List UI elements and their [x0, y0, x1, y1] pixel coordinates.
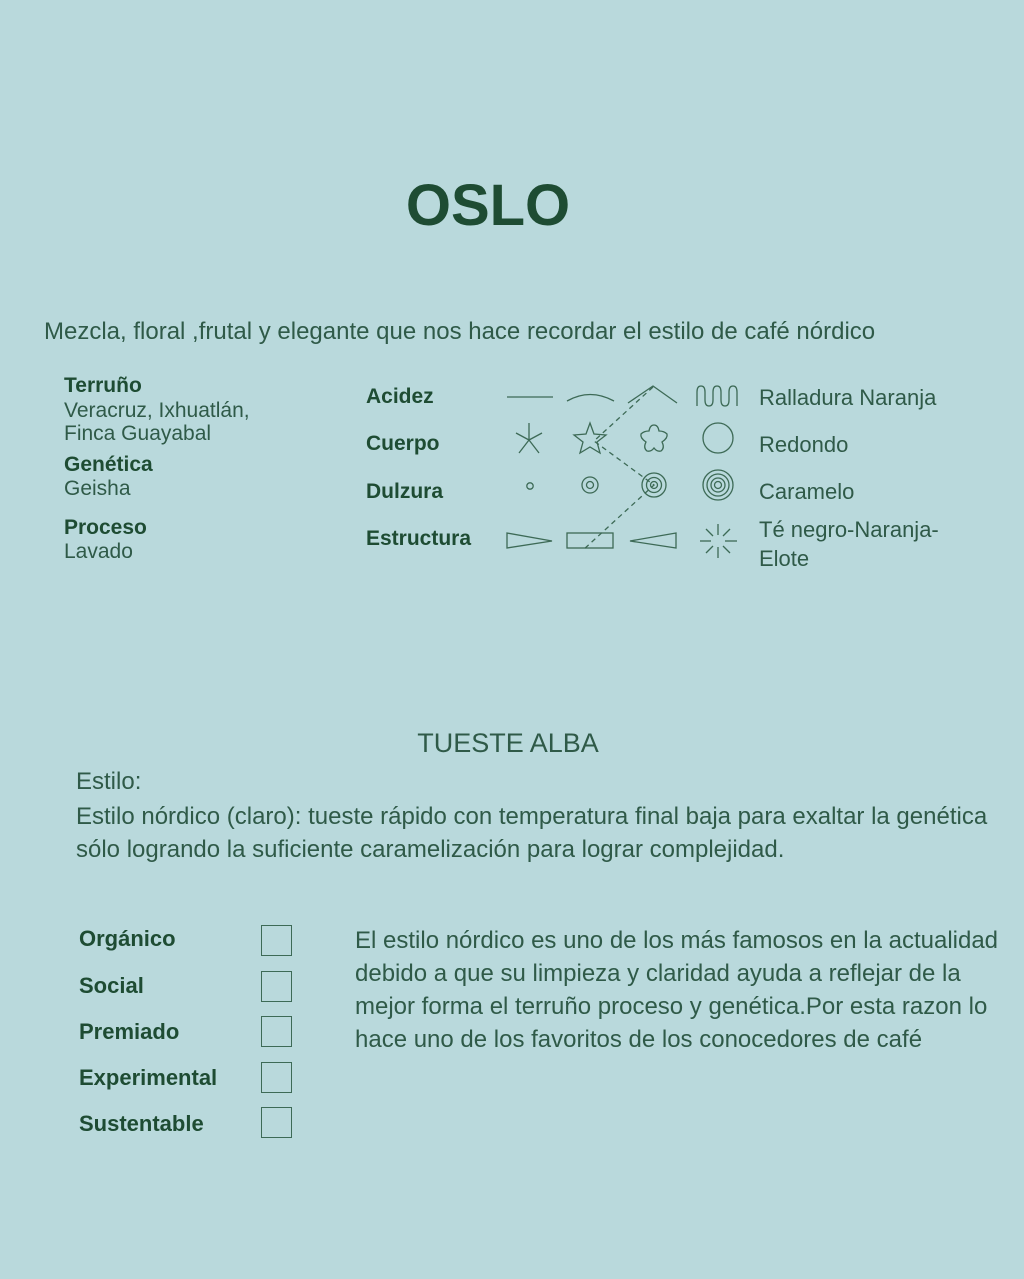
acidez-arc-icon	[567, 395, 614, 402]
estructura-reverse-wedge-icon	[630, 533, 676, 548]
genetica-label: Genética	[64, 453, 153, 476]
dulzura-dot-icon	[527, 483, 533, 489]
dulzura-label: Dulzura	[366, 480, 444, 503]
acidez-value: Ralladura Naranja	[759, 385, 937, 410]
cert-social-checkbox[interactable]	[261, 971, 292, 1002]
style-text: Estilo nórdico (claro): tueste rápido con temperatura final baja para exaltar la genética sólo logrando la suficiente caramelización para lograr complejidad.	[76, 803, 988, 863]
dulzura-double-circle-icon	[582, 477, 598, 493]
cert-premiado-label: Premiado	[79, 1019, 180, 1044]
estructura-value-line1: Té negro-Naranja-	[759, 517, 939, 542]
cert-experimental-label: Experimental	[79, 1065, 218, 1090]
terruno-line2: Finca Guayabal	[64, 422, 212, 445]
cuerpo-asterisk-icon	[516, 423, 542, 453]
acidez-label: Acidez	[366, 385, 434, 408]
estructura-rectangle-icon	[567, 533, 613, 548]
cert-experimental-checkbox[interactable]	[261, 1062, 292, 1093]
roast-title: TUESTE ALBA	[417, 728, 599, 758]
cert-social-label: Social	[79, 973, 144, 998]
acidez-wave-icon	[697, 386, 737, 406]
nordic-style-description: El estilo nórdico es uno de los más famosos en la actualidad debido a que su limpieza y claridad ayuda a reflejar de la mejor forma el terruño proceso y genética.Por esta razon lo hace uno de los favoritos de los conocedores de café	[355, 927, 999, 1053]
estructura-wedge-icon	[507, 533, 552, 548]
acidez-peak-icon	[628, 386, 677, 403]
profile-selection-dashed-line	[583, 387, 654, 550]
coffee-description: Mezcla, floral ,frutal y elegante que nos hace recordar el estilo de café nórdico	[44, 318, 876, 345]
cert-sustentable-checkbox[interactable]	[261, 1107, 292, 1138]
estructura-burst-icon	[700, 524, 737, 558]
genetica-value: Geisha	[64, 477, 131, 500]
estructura-label: Estructura	[366, 527, 472, 550]
cert-sustentable-label: Sustentable	[79, 1111, 204, 1136]
cuerpo-value: Redondo	[759, 432, 849, 457]
cert-premiado-checkbox[interactable]	[261, 1016, 292, 1047]
terruno-line1: Veracruz, Ixhuatlán,	[64, 399, 250, 422]
cuerpo-rounded-star-icon	[641, 425, 667, 451]
dulzura-value: Caramelo	[759, 479, 855, 504]
flavor-profile-icons	[0, 0, 1024, 600]
terruno-label: Terruño	[64, 374, 142, 397]
dulzura-spiral-icon	[703, 470, 733, 500]
cert-organico-label: Orgánico	[79, 926, 176, 951]
cuerpo-label: Cuerpo	[366, 432, 440, 455]
proceso-label: Proceso	[64, 516, 147, 539]
cuerpo-circle-icon	[703, 423, 733, 453]
cert-organico-checkbox[interactable]	[261, 925, 292, 956]
cuerpo-star-icon	[574, 423, 606, 453]
page-title: OSLO	[405, 173, 571, 238]
style-label: Estilo:	[76, 768, 142, 795]
proceso-value: Lavado	[64, 540, 133, 563]
estructura-value-line2: Elote	[759, 546, 810, 571]
